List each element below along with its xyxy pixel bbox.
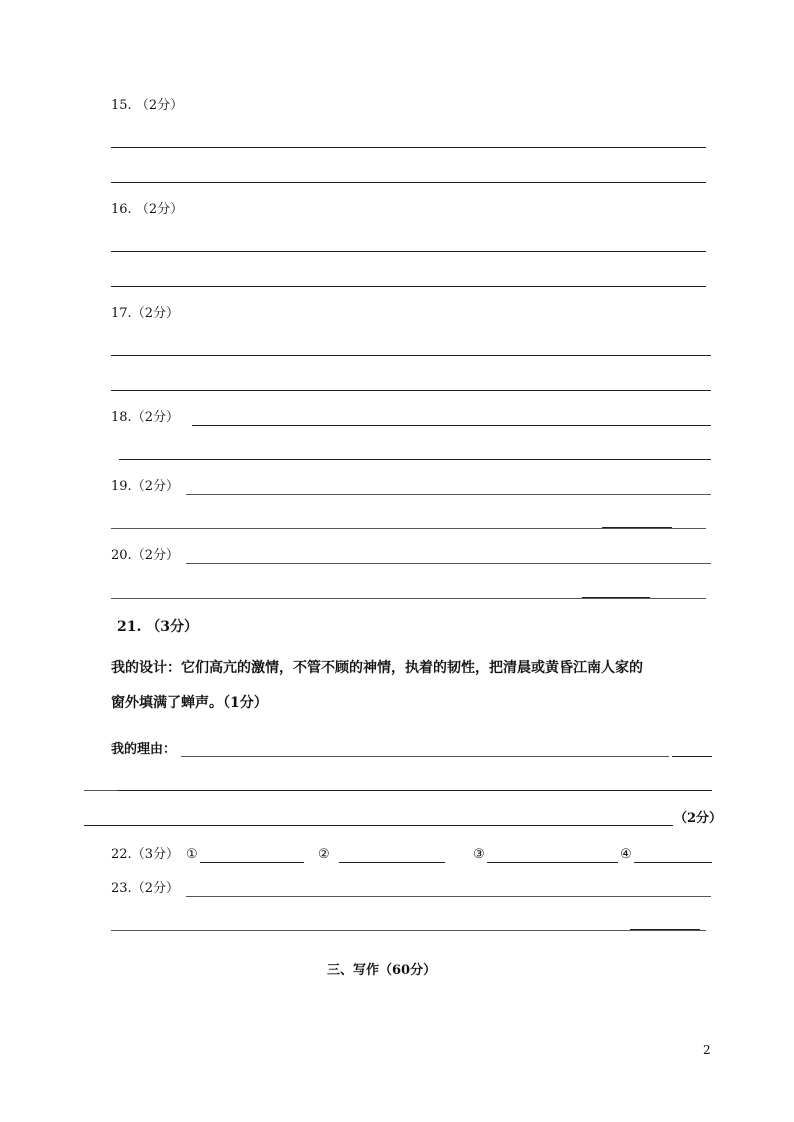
q21-reason-points: （2分） — [674, 811, 723, 826]
q18-header — [111, 411, 179, 424]
q21-reason-line-2-start — [84, 790, 118, 791]
q21-reason-line-3[interactable] — [84, 825, 673, 826]
q21-reason-label: 我的理由： — [111, 742, 177, 757]
q22-blank-2[interactable] — [339, 862, 445, 863]
q21-design-line-1: 我的设计：它们高亢的激情，不管不顾的神情，执着的韧性，把清晨或黄昏江南人家的 — [111, 660, 643, 676]
q22-points: （3分） — [131, 847, 179, 862]
q21-reason-line-2[interactable] — [118, 790, 712, 791]
q22-blank-marker-3: ③ — [473, 847, 485, 862]
q22-blank-marker-1: ① — [186, 847, 198, 862]
q22-header — [111, 848, 179, 861]
q17-header — [111, 307, 179, 320]
q19-answer-line-1[interactable] — [186, 494, 711, 495]
q23-header — [111, 882, 179, 895]
q20-answer-line-2-end — [582, 597, 650, 598]
q16-number: 16. — [111, 202, 132, 217]
q17-answer-line-1[interactable] — [111, 355, 711, 356]
q23-answer-line-2[interactable] — [111, 930, 706, 931]
q20-answer-line-1[interactable] — [186, 563, 711, 564]
q20-header — [111, 549, 179, 562]
q19-points: （2分） — [131, 479, 179, 494]
q16-header — [111, 203, 183, 216]
q22-blank-marker-2: ② — [318, 847, 330, 862]
q21-points: （3分） — [146, 619, 198, 635]
q20-answer-line-2[interactable] — [111, 598, 706, 599]
q22-blank-3[interactable] — [487, 862, 618, 863]
q15-answer-line-2[interactable] — [111, 182, 706, 183]
q16-points: （2分） — [135, 202, 184, 217]
page-number: 2 — [703, 1043, 711, 1057]
q15-number: 15. — [111, 98, 132, 113]
q21-reason-line-1[interactable] — [181, 756, 669, 757]
q23-answer-line-2-end — [630, 929, 700, 930]
q15-answer-line-1[interactable] — [111, 147, 706, 148]
q21-header — [117, 620, 198, 634]
q15-points: （2分） — [135, 98, 184, 113]
q22-number: 22. — [111, 847, 132, 862]
q18-answer-line-1[interactable] — [192, 425, 711, 426]
q23-answer-line-1[interactable] — [186, 896, 711, 897]
q16-answer-line-1[interactable] — [111, 251, 706, 252]
q22-blank-1[interactable] — [200, 862, 304, 863]
q18-number: 18. — [111, 410, 132, 425]
q21-number: 21. — [117, 619, 142, 635]
q21-reason-line-1-end — [672, 756, 712, 757]
q20-number: 20. — [111, 548, 132, 563]
q20-points: （2分） — [131, 548, 179, 563]
q21-design-line-2: 窗外填满了蝉声。（1分） — [111, 695, 268, 711]
q18-answer-line-2[interactable] — [119, 459, 711, 460]
q18-points: （2分） — [131, 410, 179, 425]
q15-header — [111, 99, 183, 112]
q23-number: 23. — [111, 881, 132, 896]
q17-number: 17. — [111, 306, 132, 321]
q22-blank-4[interactable] — [634, 862, 712, 863]
section3-title: 三、写作（60分） — [327, 963, 437, 978]
q19-header — [111, 480, 179, 493]
q17-answer-line-2[interactable] — [111, 390, 711, 391]
q23-points: （2分） — [131, 881, 179, 896]
q19-number: 19. — [111, 479, 132, 494]
q22-blank-marker-4: ④ — [620, 847, 632, 862]
q16-answer-line-2[interactable] — [111, 286, 706, 287]
q17-points: （2分） — [131, 306, 179, 321]
q19-answer-line-2-end — [602, 527, 672, 528]
q19-answer-line-2[interactable] — [111, 528, 706, 529]
